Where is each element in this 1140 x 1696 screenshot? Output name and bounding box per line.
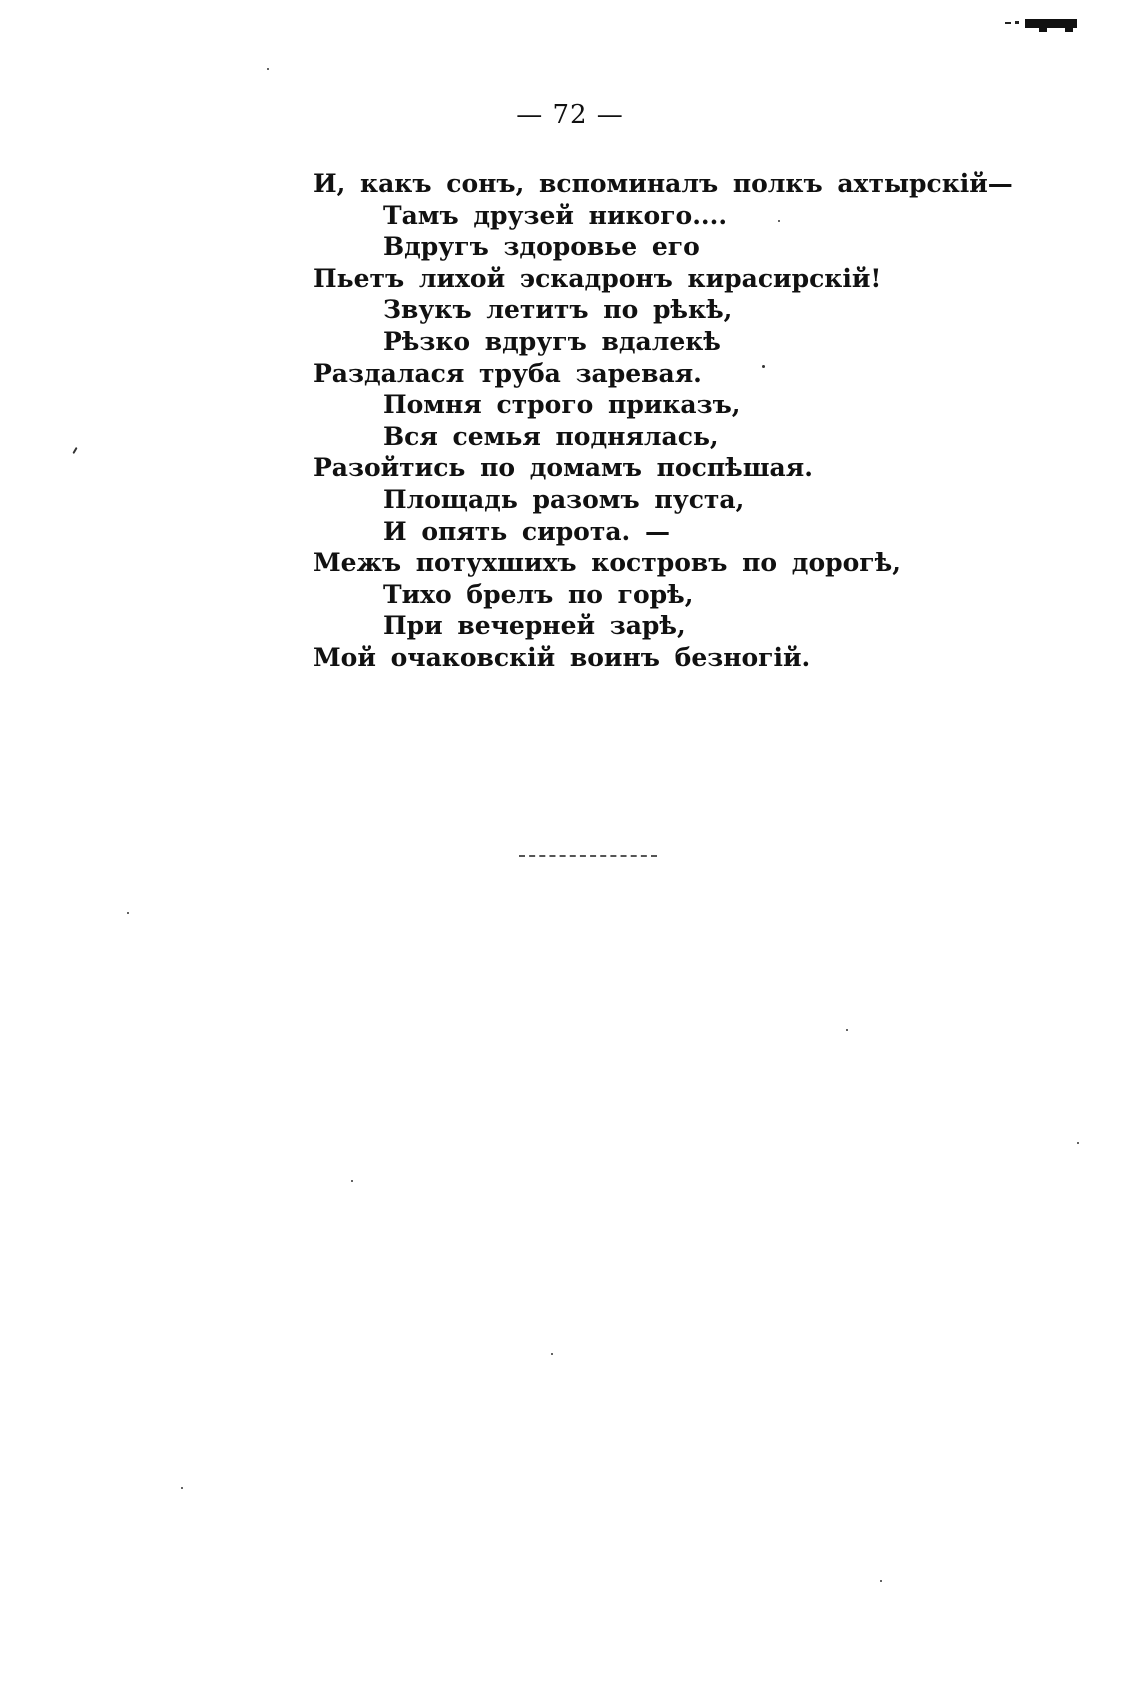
end-divider-rule	[519, 855, 657, 857]
print-speck	[778, 220, 780, 222]
print-speck	[846, 1029, 848, 1031]
print-speck	[1077, 1142, 1079, 1144]
poem-line: И опять сирота. —	[383, 516, 670, 546]
poem-body	[313, 168, 1013, 674]
poem-line: Помня строго приказъ,	[383, 390, 741, 420]
poem-line: При вечерней зарѣ,	[383, 611, 686, 641]
print-speck	[267, 68, 269, 70]
print-speck	[762, 365, 765, 368]
poem-line: Мой очаковскій воинъ безногій.	[313, 642, 811, 672]
poem-line: Вдругъ здоровье его	[383, 232, 700, 262]
ink-blot-mark	[1005, 18, 1077, 34]
print-speck	[351, 1180, 353, 1182]
print-speck	[72, 447, 77, 454]
print-speck	[551, 1353, 553, 1355]
poem-line: Разойтись по домамъ поспѣшая.	[313, 453, 813, 483]
poem-line: Рѣзко вдругъ вдалекѣ	[383, 326, 721, 356]
print-speck	[127, 912, 129, 914]
print-speck	[880, 1580, 882, 1582]
poem-line: Межъ потухшихъ костровъ по дорогѣ,	[313, 548, 901, 578]
poem-line: И, какъ сонъ, вспоминалъ полкъ ахтырскій—	[313, 169, 1013, 198]
poem-line: Пьетъ лихой эскадронъ кирасирскій!	[313, 263, 882, 293]
poem-line: Раздалася труба заревая.	[313, 358, 702, 388]
poem-line: Вся семья поднялась,	[383, 421, 719, 451]
poem-line: Тамъ друзей никого....	[383, 200, 728, 230]
poem-line: Тихо брелъ по горѣ,	[383, 579, 694, 609]
poem-line: Площадь разомъ пуста,	[383, 484, 745, 514]
page-number: — 72 —	[516, 100, 624, 130]
poem-line: Звукъ летитъ по рѣкѣ,	[383, 295, 733, 325]
print-speck	[181, 1487, 183, 1489]
